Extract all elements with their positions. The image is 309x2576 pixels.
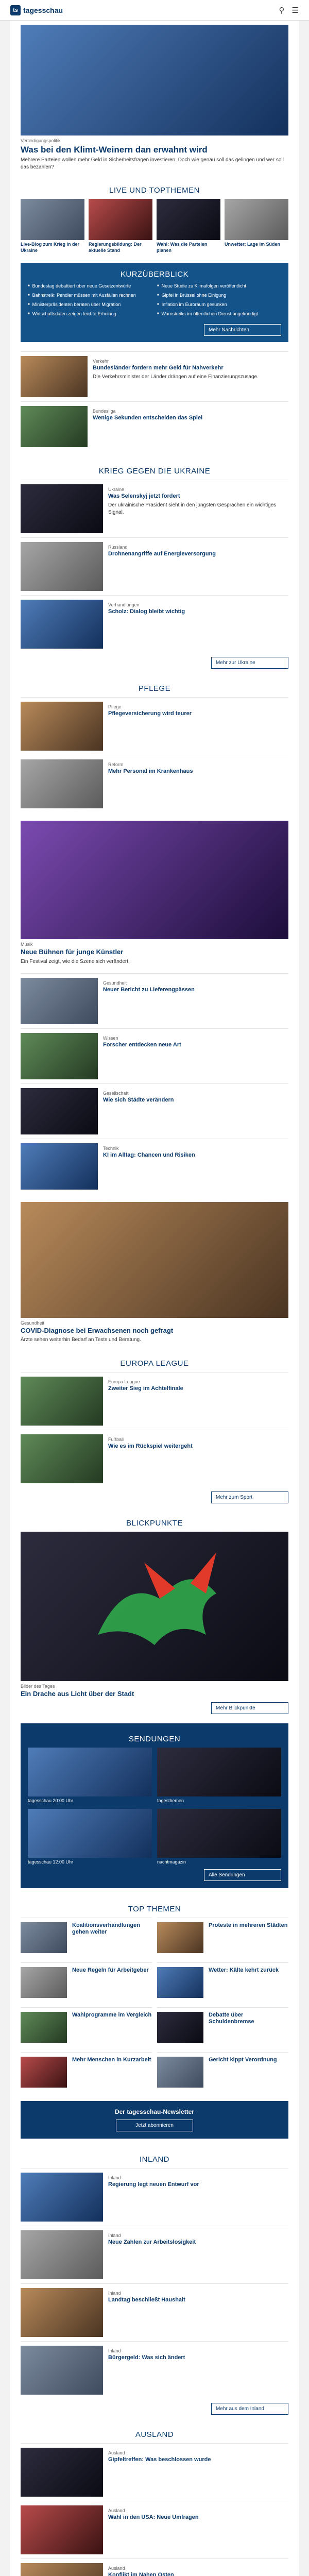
live-item[interactable] xyxy=(157,199,220,253)
kurz-item[interactable]: ■ Bundestag debattiert über neue Gesetzentwürfe xyxy=(28,283,152,289)
list-item[interactable] xyxy=(21,1918,152,1957)
list-item-kicker: Reform xyxy=(108,762,124,768)
list-item-kicker: Fußball xyxy=(108,1436,124,1442)
ausland-section xyxy=(10,2419,299,2576)
list-item-kicker: Europa League xyxy=(108,1379,140,1384)
list-item-title: Mehr Menschen in Kurzarbeit xyxy=(72,2056,151,2063)
top-story-teaser: Mehrere Parteien wollen mehr Geld in Sicherheitsfragen investieren. Doch wie genau soll das gelingen und wer soll das bezahlen? xyxy=(21,157,284,170)
list-item-kicker: Inland xyxy=(108,2348,121,2353)
site-header xyxy=(0,0,309,21)
live-item-image xyxy=(157,199,220,240)
blick-more-button[interactable]: Mehr Blickpunkte xyxy=(211,1702,288,1714)
kurz-item[interactable]: ■ Gipfel in Brüssel ohne Einigung xyxy=(157,292,281,298)
blick-image[interactable] xyxy=(21,1532,288,1681)
blick-title: Ein Drache aus Licht über der Stadt xyxy=(21,1689,134,1698)
list-item-title: Wie sich Städte verändern xyxy=(103,1097,174,1104)
sendung-image xyxy=(28,1748,152,1797)
sendung-image xyxy=(28,1809,152,1858)
list-item-title: Proteste in mehreren Städten xyxy=(209,1922,288,1928)
toplist-section xyxy=(10,1893,299,2096)
list-item-image xyxy=(21,2230,103,2279)
covid-title: COVID-Diagnose bei Erwachsenen noch gefragt xyxy=(21,1327,174,1335)
ausland-heading: AUSLAND xyxy=(135,2430,174,2439)
ukraine-more-button[interactable]: Mehr zur Ukraine xyxy=(211,657,288,669)
kurz-more-button[interactable]: Mehr Nachrichten xyxy=(204,324,281,336)
sendung-image xyxy=(157,1748,281,1797)
list-item[interactable] xyxy=(21,2052,152,2092)
search-icon[interactable]: ⚲ xyxy=(279,6,285,15)
list-item-title: Scholz: Dialog bleibt wichtig xyxy=(108,608,185,615)
list-item[interactable] xyxy=(21,2283,288,2341)
sendungen-heading: SENDUNGEN xyxy=(128,1735,181,1744)
ukraine-heading: KRIEG GEGEN DIE UKRAINE xyxy=(98,467,211,476)
live-item[interactable] xyxy=(89,199,152,253)
story-list-a xyxy=(10,347,299,455)
sendung-title: tagesschau 20:00 Uhr xyxy=(28,1798,74,1804)
list-item-image xyxy=(21,1033,98,1079)
list-item-kicker: Ausland xyxy=(108,2450,125,2455)
blick-kicker: Bilder des Tages xyxy=(21,1683,55,1689)
main-content xyxy=(10,21,299,2576)
list-item-kicker: Bundesliga xyxy=(93,409,116,414)
kurz-item[interactable]: ■ Ministerpräsidenten beraten über Migration xyxy=(28,301,152,308)
list-item-title: Neuer Bericht zu Lieferengpässen xyxy=(103,987,195,993)
top-story[interactable] xyxy=(10,21,299,175)
covid-kicker: Gesundheit xyxy=(21,1320,45,1326)
logo-mark: ts xyxy=(10,5,21,15)
list-item[interactable] xyxy=(157,2052,288,2092)
feature-teaser: Ein Festival zeigt, wie die Szene sich verändert. xyxy=(21,958,130,964)
list-item-image xyxy=(157,1967,203,1998)
list-item-kicker: Inland xyxy=(108,2232,121,2238)
sendung-item[interactable] xyxy=(157,1748,281,1804)
list-item[interactable] xyxy=(21,697,288,755)
list-item[interactable] xyxy=(21,537,288,595)
sendung-image xyxy=(157,1809,281,1858)
list-item[interactable] xyxy=(21,1028,288,1083)
kurz-item[interactable]: ■ Inflation im Euroraum gesunken xyxy=(157,301,281,308)
list-item-image xyxy=(21,406,88,447)
list-item[interactable] xyxy=(21,480,288,537)
list-item-image xyxy=(157,1922,203,1953)
kurz-heading: KURZÜBERBLICK xyxy=(120,269,189,279)
list-item-kicker: Wissen xyxy=(103,1036,118,1041)
brand-name: tagesschau xyxy=(23,6,63,14)
list-item-title: Wetter: Kälte kehrt zurück xyxy=(209,1967,279,1973)
kurz-section xyxy=(21,263,288,343)
list-item-kicker: Gesellschaft xyxy=(103,1091,129,1096)
list-item[interactable] xyxy=(21,401,288,451)
live-item[interactable] xyxy=(225,199,288,253)
newsletter-box xyxy=(21,2101,288,2139)
live-item-title: Unwetter: Lage im Süden xyxy=(225,242,281,247)
list-item[interactable] xyxy=(21,1430,288,1487)
list-item-title: Bürgergeld: Was sich ändert xyxy=(108,2354,185,2361)
toplist-heading: TOP THEMEN xyxy=(128,1904,181,1913)
list-item[interactable] xyxy=(21,2226,288,2283)
story-list-b xyxy=(10,969,299,1198)
list-item-image xyxy=(157,2057,203,2088)
list-item-kicker: Russland xyxy=(108,545,128,550)
list-item-image xyxy=(21,2288,103,2337)
list-item[interactable] xyxy=(21,1083,288,1139)
live-item-image xyxy=(89,199,152,240)
list-item-kicker: Pflege xyxy=(108,704,122,710)
list-item-title: Koalitionsverhandlungen gehen weiter xyxy=(72,1922,141,1936)
list-item[interactable] xyxy=(21,2443,288,2501)
europa-more-button[interactable]: Mehr zum Sport xyxy=(211,1492,288,1503)
live-item-title: Wahl: Was die Parteien planen xyxy=(157,242,208,253)
list-item-kicker: Verhandlungen xyxy=(108,602,140,608)
blick-section xyxy=(10,1507,299,1718)
list-item-image xyxy=(21,484,103,533)
list-item[interactable] xyxy=(157,2007,288,2047)
logo[interactable] xyxy=(10,5,63,15)
inland-more-button[interactable]: Mehr aus dem Inland xyxy=(211,2403,288,2415)
list-item-image xyxy=(21,1967,67,1998)
live-item-image xyxy=(225,199,288,240)
list-item-image xyxy=(21,2173,103,2222)
europa-section xyxy=(10,1348,299,1507)
live-section xyxy=(10,175,299,258)
list-item-image xyxy=(21,1434,103,1483)
list-item-title: Gericht kippt Verordnung xyxy=(209,2056,277,2063)
list-item-kicker: Ausland xyxy=(108,2565,125,2571)
list-item-image xyxy=(21,702,103,751)
list-item-image xyxy=(21,356,88,397)
list-item-title: KI im Alltag: Chancen und Risiken xyxy=(103,1152,195,1159)
europa-heading: EUROPA LEAGUE xyxy=(120,1359,189,1368)
sendung-title: tagesschau 12:00 Uhr xyxy=(28,1859,74,1865)
pflege-heading: PFLEGE xyxy=(138,684,171,693)
list-item-title: Zweiter Sieg im Achtelfinale xyxy=(108,1385,183,1392)
live-item-title: Live-Blog zum Krieg in der Ukraine xyxy=(21,242,80,253)
list-item-title: Regierung legt neuen Entwurf vor xyxy=(108,2181,199,2188)
feature-kicker: Musik xyxy=(21,942,33,947)
pflege-section xyxy=(10,673,299,817)
kurz-item[interactable]: ■ Bahnstreik: Pendler müssen mit Ausfällen rechnen xyxy=(28,292,152,298)
top-story-image[interactable] xyxy=(21,25,288,135)
covid-image xyxy=(21,1202,288,1318)
list-item-image xyxy=(157,2012,203,2043)
kurz-item[interactable]: ■ Wirtschaftsdaten zeigen leichte Erholung xyxy=(28,311,152,317)
list-item-image xyxy=(21,759,103,808)
list-item-image xyxy=(21,2012,67,2043)
list-item-image xyxy=(21,978,98,1024)
list-item-title: Gipfeltreffen: Was beschlossen wurde xyxy=(108,2456,211,2463)
list-item[interactable] xyxy=(21,1139,288,1194)
top-story-title[interactable]: Was bei den Klimt-Weinern dan erwahnt wird xyxy=(21,145,208,155)
live-heading: LIVE UND TOPTHEMEN xyxy=(109,186,200,195)
list-item[interactable] xyxy=(21,2501,288,2558)
list-item[interactable] xyxy=(21,351,288,401)
list-item-image xyxy=(21,2563,103,2576)
menu-icon[interactable]: ☰ xyxy=(291,6,299,15)
sendung-item[interactable] xyxy=(28,1748,152,1804)
list-item-image xyxy=(21,1143,98,1190)
kurz-item[interactable]: ■ Warnstreiks im öffentlichen Dienst angekündigt xyxy=(157,311,281,317)
list-item-kicker: Ukraine xyxy=(108,487,125,493)
live-item-image xyxy=(21,199,84,240)
list-item-title: Wie es im Rückspiel weitergeht xyxy=(108,1443,193,1449)
list-item-title: Wahlprogramme im Vergleich xyxy=(72,2011,152,2018)
list-item-title: Landtag beschließt Haushalt xyxy=(108,2296,185,2303)
dragon-illustration xyxy=(21,1532,288,1681)
list-item-title: Pflegeversicherung wird teurer xyxy=(108,710,192,717)
newsletter-button[interactable]: Jetzt abonnieren xyxy=(116,2120,193,2131)
list-item[interactable] xyxy=(21,2558,288,2576)
list-item[interactable] xyxy=(157,1918,288,1957)
list-item-title: Debatte über Schuldenbremse xyxy=(209,2011,254,2025)
sendung-title: nachtmagazin xyxy=(157,1859,186,1865)
list-item-title: Wenige Sekunden entscheiden das Spiel xyxy=(93,415,203,421)
list-item-teaser: Die Verkehrsminister der Länder drängen auf eine Finanzierungszusage. xyxy=(93,374,259,380)
list-item-image xyxy=(21,2057,67,2088)
list-item-image xyxy=(21,2505,103,2554)
list-item[interactable] xyxy=(21,755,288,812)
feature-story[interactable] xyxy=(10,817,299,969)
list-item-kicker: Inland xyxy=(108,2290,121,2296)
list-item-title: Konflikt im Nahen Osten xyxy=(108,2571,174,2576)
list-item-image xyxy=(21,1922,67,1953)
list-item-title: Forscher entdecken neue Art xyxy=(103,1042,181,1048)
list-item-title: Mehr Personal im Krankenhaus xyxy=(108,768,193,775)
inland-section xyxy=(10,2144,299,2419)
list-item[interactable] xyxy=(21,1962,152,2002)
live-item-title: Regierungsbildung: Der aktuelle Stand xyxy=(89,242,142,253)
list-item-title: Wahl in den USA: Neue Umfragen xyxy=(108,2514,199,2520)
list-item-title: Neue Zahlen zur Arbeitslosigkeit xyxy=(108,2239,196,2245)
ukraine-section xyxy=(10,455,299,673)
covid-teaser: Ärzte sehen weiterhin Bedarf an Tests und Beratung. xyxy=(21,1337,141,1343)
kurz-item[interactable]: ■ Neue Studie zu Klimafolgen veröffentlicht xyxy=(157,283,281,289)
list-item-kicker: Gesundheit xyxy=(103,980,127,986)
newsletter-title: Der tagesschau-Newsletter xyxy=(114,2108,195,2115)
list-item-image xyxy=(21,2346,103,2395)
feature-title: Neue Bühnen für junge Künstler xyxy=(21,948,124,956)
list-item-title: Drohnenangriffe auf Energieversorgung xyxy=(108,551,216,557)
feature-image xyxy=(21,821,288,939)
sendung-item[interactable] xyxy=(157,1809,281,1865)
live-item[interactable] xyxy=(21,199,84,253)
list-item[interactable] xyxy=(21,2341,288,2399)
list-item-teaser: Der ukrainische Präsident sieht in den jüngsten Gesprächen ein wichtiges Signal. xyxy=(108,502,277,515)
sendung-title: tagesthemen xyxy=(157,1798,184,1804)
sendung-item[interactable] xyxy=(28,1809,152,1865)
list-item[interactable] xyxy=(21,2168,288,2226)
list-item-kicker: Ausland xyxy=(108,2507,125,2513)
list-item-kicker: Inland xyxy=(108,2175,121,2180)
list-item-kicker: Verkehr xyxy=(93,359,109,364)
list-item[interactable] xyxy=(157,1962,288,2002)
list-item-image xyxy=(21,1088,98,1134)
list-item-image xyxy=(21,542,103,591)
list-item-kicker: Technik xyxy=(103,1146,119,1151)
list-item-image xyxy=(21,2448,103,2497)
list-item[interactable] xyxy=(21,1372,288,1430)
list-item[interactable] xyxy=(21,2007,152,2047)
covid-story[interactable] xyxy=(10,1198,299,1348)
top-story-kicker: Verteidigungspolitik xyxy=(21,138,61,143)
list-item-image xyxy=(21,600,103,649)
list-item-title: Bundesländer fordern mehr Geld für Nahverkehr xyxy=(93,365,224,371)
list-item[interactable] xyxy=(21,595,288,653)
list-item-title: Neue Regeln für Arbeitgeber xyxy=(72,1967,149,1973)
blick-heading: BLICKPUNKTE xyxy=(126,1518,183,1528)
list-item[interactable] xyxy=(21,973,288,1028)
sendungen-more-button[interactable]: Alle Sendungen xyxy=(204,1869,281,1881)
sendungen-section xyxy=(21,1723,288,1888)
list-item-image xyxy=(21,1377,103,1426)
inland-heading: INLAND xyxy=(139,2155,169,2164)
list-item-title: Was Selenskyj jetzt fordert xyxy=(108,493,180,500)
